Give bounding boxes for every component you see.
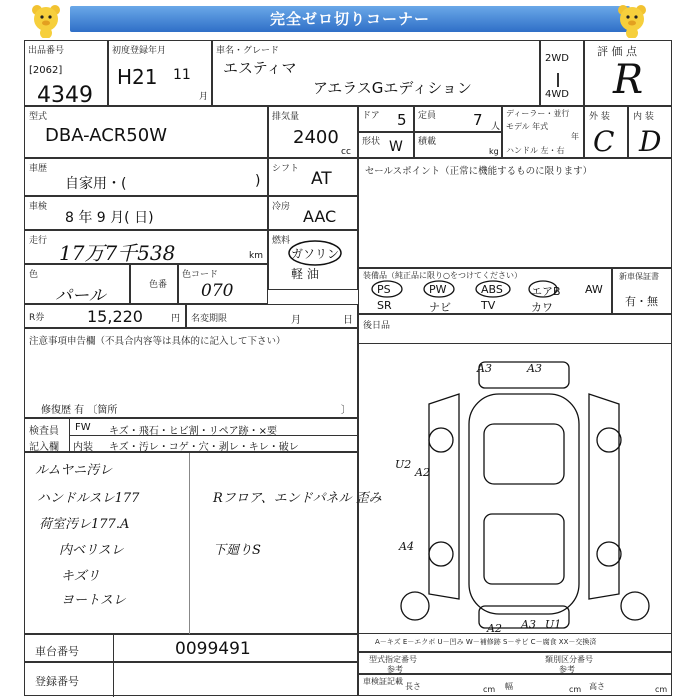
warranty-cell: 新車保証書 有・無 bbox=[612, 268, 672, 314]
equipment-cell: 装備品（純正品に限り○をつけてください） PS PW ABS エアB AW SR ナビ TV カワ bbox=[358, 268, 612, 314]
color-number-cell: 色番 bbox=[130, 264, 178, 304]
inspector-cell: 検査員 記入欄 FW キズ・飛石・ヒビ割・リペア跡・×要 内装 キズ・汚レ・コゲ・穴・剥レ・キレ・破レ bbox=[24, 418, 358, 452]
interior-cell: 内 装 D bbox=[628, 106, 672, 158]
shape-cell: 形状 W bbox=[358, 132, 414, 158]
bear-mascot-right-icon bbox=[614, 2, 650, 38]
type-designation-cell: 型式指定番号 参考 類別区分番号 参考 bbox=[358, 652, 672, 674]
history-cell: 車歴 自家用・( ) bbox=[24, 158, 268, 196]
first-registration-cell: 初度登録年月 H21 11 月 bbox=[108, 40, 212, 106]
sales-point-cell: セールスポイント（正常に機能するものに限ります） bbox=[358, 158, 672, 268]
diagram-mark: A3 bbox=[477, 362, 492, 375]
legend-cell: A－キズ E－エクボ U－凹み W－補修跡 S－サビ C－腐食 XX－交換済 bbox=[358, 634, 672, 652]
page-title: 完全ゼロ切りコーナー bbox=[70, 6, 630, 32]
model-code: DBA-ACR50W bbox=[45, 125, 168, 146]
rating-cell: 評 価 点 R bbox=[584, 40, 672, 106]
notes-cell: 注意事項申告欄（不具合内容等は具体的に記入して下さい） 修復歴 有 〔箇所 〕 bbox=[24, 328, 358, 418]
registration-cell: 後日品 bbox=[358, 314, 672, 344]
chassis-cell: 車台番号 0099491 bbox=[24, 634, 358, 662]
chassis-number: 0099491 bbox=[175, 639, 251, 659]
car-grade: アエラスGエディション bbox=[313, 79, 472, 97]
inspection-cell: 車検 8 年 9 月( 日) bbox=[24, 196, 268, 230]
diagram-mark: A2 bbox=[415, 466, 430, 479]
model-cell: 型式 DBA-ACR50W bbox=[24, 106, 268, 158]
diagram-mark: A3 bbox=[521, 618, 536, 631]
car-diagram bbox=[359, 344, 673, 634]
mileage-value: 17万7千538 bbox=[59, 241, 176, 265]
lot-number-cell: 出品番号 [2062] 4349 bbox=[24, 40, 108, 106]
load-cell: 積載 kg bbox=[414, 132, 502, 158]
displacement-cell: 排気量 2400 cc bbox=[268, 106, 358, 158]
diagram-mark: U2 bbox=[395, 458, 412, 471]
doors-cell: ドア 5 bbox=[358, 106, 414, 132]
car-name-cell: 車名・グレード エスティマ アエラスGエディション bbox=[212, 40, 540, 106]
mileage-cell: 走行 17万7千538 km bbox=[24, 230, 268, 264]
damage-diagram-cell bbox=[358, 344, 672, 634]
diagram-mark: U1 bbox=[545, 618, 562, 631]
fuel-circle-mark bbox=[287, 239, 343, 267]
drive-cell: 2WD 4WD bbox=[540, 40, 584, 106]
rating-score: R bbox=[613, 57, 644, 103]
dealer-cell: ディーラー・並行 モデル 年式 年 ハンドル 左・右 bbox=[502, 106, 584, 158]
exterior-cell: 外 装 C bbox=[584, 106, 628, 158]
dimensions-cell: 車検証記載 長さ cm 幅 cm 高さ cm bbox=[358, 674, 672, 696]
bear-mascot-left-icon bbox=[28, 2, 64, 38]
remarks-area: ルムヤニ汚レ ハンドルスレ177 荷室汚レ177.A 内ベリスレ キズリ ヨートスレ Rフロア、エンドパネル 歪み 下廻りS bbox=[24, 452, 358, 634]
color-code-cell: 色コード 070 bbox=[178, 264, 268, 304]
header bbox=[0, 0, 700, 40]
reg-number-cell: 登録番号 bbox=[24, 662, 358, 696]
equipment-circle-marks bbox=[359, 269, 613, 315]
name-change-cell: 名変期限 月 日 bbox=[186, 304, 358, 328]
color-cell: 色 パール bbox=[24, 264, 130, 304]
shift-cell: シフト AT bbox=[268, 158, 358, 196]
recycle-cell: R券 15,220 円 bbox=[24, 304, 186, 328]
capacity-cell: 定員 7 人 bbox=[414, 106, 502, 132]
lot-number: 4349 bbox=[37, 83, 93, 108]
car-name: エスティマ bbox=[223, 59, 297, 77]
ac-cell: 冷房 AAC bbox=[268, 196, 358, 230]
diagram-mark: A4 bbox=[399, 540, 414, 553]
fuel-cell: 燃料 ガソリン 軽 油 bbox=[268, 230, 358, 290]
diagram-mark: A3 bbox=[527, 362, 542, 375]
diagram-mark: A2 bbox=[487, 622, 502, 634]
